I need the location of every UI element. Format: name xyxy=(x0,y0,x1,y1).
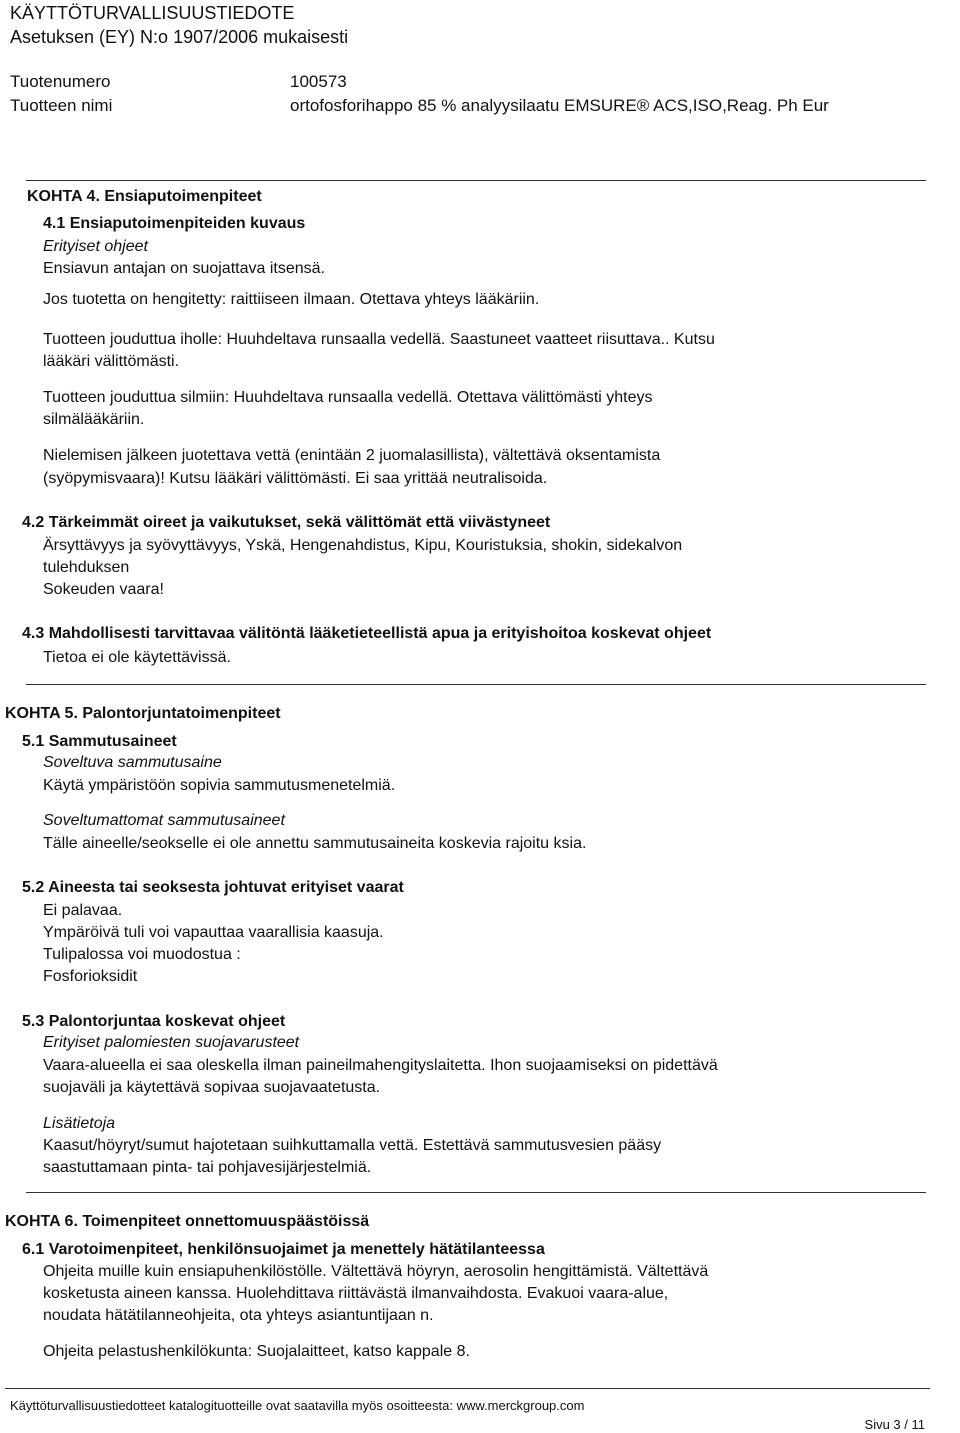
section-5-3-subheading: Erityiset palomiesten suojavarusteet xyxy=(43,1034,300,1051)
section-divider xyxy=(26,180,926,181)
section-5-2-title: 5.2 Aineesta tai seoksesta johtuvat erityiset vaarat xyxy=(22,879,404,896)
first-aid-line: Tuotteen jouduttua iholle: Huuhdeltava runsaalla vedellä. Saastuneet vaatteet riisuttava.. Kutsu xyxy=(43,331,715,348)
product-name: ortofosforihappo 85 % analyysilaatu EMSURE® ACS,ISO,Reag. Ph Eur xyxy=(290,96,829,115)
section-6-1-title: 6.1 Varotoimenpiteet, henkilönsuojaimet ja menettely hätätilanteessa xyxy=(22,1241,545,1258)
page-number: Sivu 3 / 11 xyxy=(864,1417,925,1432)
section-divider xyxy=(26,1192,926,1193)
hazard-line: Ei palavaa. xyxy=(43,902,123,919)
first-aid-line: silmälääkäriin. xyxy=(43,411,145,428)
first-aid-line: Nielemisen jälkeen juotettava vettä (enintään 2 juomalasillista), vältettävä oksentamista xyxy=(43,447,661,464)
firefighting-line: saastuttamaan pinta- tai pohjavesijärjestelmiä. xyxy=(43,1159,372,1176)
first-aid-line: (syöpymisvaara)! Kutsu lääkäri välittömästi. Ei saa yrittää neutralisoida. xyxy=(43,470,548,487)
first-aid-line: Ensiavun antajan on suojattava itsensä. xyxy=(43,260,325,277)
section-4-1-subheading: Erityiset ohjeet xyxy=(43,238,148,255)
section-5-3-subheading: Lisätietoja xyxy=(43,1115,116,1132)
precaution-line: Ohjeita pelastushenkilökunta: Suojalaitteet, katso kappale 8. xyxy=(43,1343,470,1360)
precaution-line: Ohjeita muille kuin ensiapuhenkilöstölle. Vältettävä höyryn, aerosolin hengittämistä. Vältettävä xyxy=(43,1263,709,1280)
product-name-label: Tuotteen nimi xyxy=(10,96,113,115)
section-5-3-title: 5.3 Palontorjuntaa koskevat ohjeet xyxy=(22,1013,286,1030)
product-number-label: Tuotenumero xyxy=(10,72,111,91)
section-4-3-title: 4.3 Mahdollisesti tarvittavaa välitöntä lääketieteellistä apua ja erityishoitoa koskevat ohjeet xyxy=(22,625,712,642)
section-4-title: KOHTA 4. Ensiaputoimenpiteet xyxy=(27,188,262,205)
hazard-line: Ympäröivä tuli voi vapauttaa vaarallisia kaasuja. xyxy=(43,924,384,941)
section-5-title: KOHTA 5. Palontorjuntatoimenpiteet xyxy=(5,705,281,722)
section-4-1-title: 4.1 Ensiaputoimenpiteiden kuvaus xyxy=(43,215,306,232)
section-divider xyxy=(26,684,926,685)
first-aid-line: Tuotteen jouduttua silmiin: Huuhdeltava runsaalla vedellä. Otettava välittömästi yhteys xyxy=(43,389,653,406)
product-number: 100573 xyxy=(290,72,347,91)
symptoms-line: tulehduksen xyxy=(43,559,130,576)
firefighting-line: Kaasut/höyryt/sumut hajotetaan suihkuttamalla vettä. Estettävä sammutusvesien pääsy xyxy=(43,1137,662,1154)
precaution-line: kosketusta aineen kanssa. Huolehdittava riittävästä ilmanvaihdosta. Evakuoi vaara-alue, xyxy=(43,1285,669,1302)
medical-attention-line: Tietoa ei ole käytettävissä. xyxy=(43,649,231,666)
footer-divider xyxy=(5,1388,930,1389)
first-aid-line: Jos tuotetta on hengitetty: raittiiseen ilmaan. Otettava yhteys lääkäriin. xyxy=(43,291,540,308)
section-6-title: KOHTA 6. Toimenpiteet onnettomuuspäästöissä xyxy=(5,1213,370,1230)
section-5-1-title: 5.1 Sammutusaineet xyxy=(22,733,177,750)
section-5-1-subheading: Soveltumattomat sammutusaineet xyxy=(43,812,285,829)
firefighting-line: Vaara-alueella ei saa oleskella ilman paineilmahengityslaitetta. Ihon suojaamiseksi on pidettävä xyxy=(43,1057,718,1074)
section-5-1-subheading: Soveltuva sammutusaine xyxy=(43,754,222,771)
firefighting-line: suojaväli ja käytettävä sopivaa suojavaatetusta. xyxy=(43,1079,381,1096)
footer-note: Käyttöturvallisuustiedotteet katalogituotteille ovat saatavilla myös osoitteesta: www.merckgroup.com xyxy=(10,1398,585,1413)
hazard-line: Tulipalossa voi muodostua : xyxy=(43,946,241,963)
precaution-line: noudata hätätilanneohjeita, ota yhteys asiantuntijaan n. xyxy=(43,1307,434,1324)
document-title: KÄYTTÖTURVALLISUUSTIEDOTE xyxy=(10,3,295,23)
hazard-line: Fosforioksidit xyxy=(43,968,138,985)
section-4-2-title: 4.2 Tärkeimmät oireet ja vaikutukset, sekä välittömät että viivästyneet xyxy=(22,514,551,531)
first-aid-line: lääkäri välittömästi. xyxy=(43,353,180,370)
extinguishing-line: Tälle aineelle/seokselle ei ole annettu sammutusaineita koskevia rajoitu ksia. xyxy=(43,835,587,852)
symptoms-line: Sokeuden vaara! xyxy=(43,581,164,598)
regulation-line: Asetuksen (EY) N:o 1907/2006 mukaisesti xyxy=(10,27,349,47)
extinguishing-line: Käytä ympäristöön sopivia sammutusmenetelmiä. xyxy=(43,777,396,794)
symptoms-line: Ärsyttävyys ja syövyttävyys, Yskä, Hengenahdistus, Kipu, Kouristuksia, shokin, sidekalvon xyxy=(43,537,683,554)
